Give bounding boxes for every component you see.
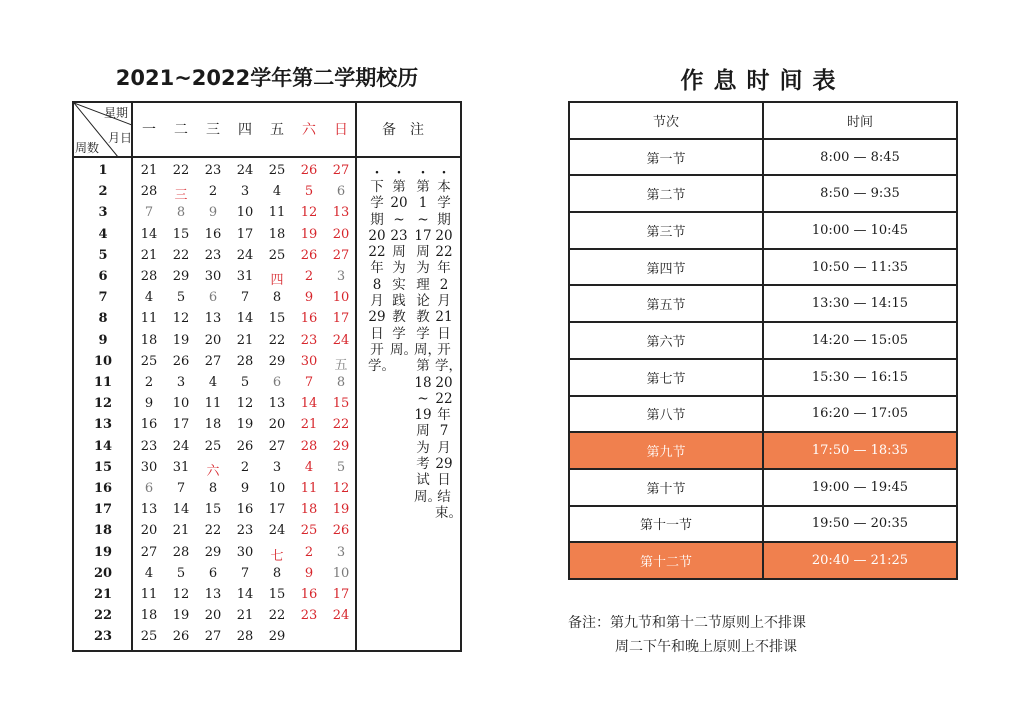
- week-number: 8: [98, 311, 108, 327]
- calendar-day-cell: 26: [236, 438, 254, 454]
- calendar-day-cell: 29: [332, 438, 350, 454]
- calendar-day-cell: 16: [204, 226, 222, 242]
- calendar-day-cell: 27: [140, 544, 158, 560]
- calendar-day-cell: 14: [172, 502, 190, 518]
- calendar-day-cell: 24: [332, 608, 350, 624]
- calendar-day-cell: 20: [204, 608, 222, 624]
- calendar-day-cell: 30: [204, 269, 222, 284]
- calendar-day-cell: 21: [140, 163, 158, 178]
- calendar-day-cell: 六: [206, 463, 220, 479]
- calendar-day-cell: 15: [204, 502, 222, 518]
- schedule-row: [569, 175, 957, 212]
- period-cell: 第十节: [569, 469, 763, 506]
- calendar-day-cell: 18: [204, 417, 222, 433]
- calendar-day-cell: 25: [300, 523, 318, 539]
- calendar-day-cell: 22: [172, 247, 190, 263]
- calendar-day-cell: 15: [332, 396, 350, 412]
- calendar-day-cell: 13: [204, 311, 222, 327]
- period-cell: 第七节: [569, 359, 763, 396]
- period-cell: 第十一节: [569, 506, 763, 543]
- calendar-day-cell: 16: [300, 311, 318, 327]
- calendar-day-cell: 6: [272, 375, 282, 390]
- calendar-day-cell: 21: [172, 523, 190, 539]
- schedule-row: [569, 249, 957, 286]
- calendar-day-cell: 6: [336, 184, 346, 200]
- calendar-day-cell: 20: [140, 523, 158, 539]
- schedule-header-row: [569, 102, 957, 139]
- calendar-day-cell: 25: [268, 163, 286, 178]
- calendar-day-cell: 三: [174, 188, 188, 204]
- schedule-remark-line2: 周二下午和晚上原则上不排课: [615, 639, 797, 655]
- schedule-row: [569, 359, 957, 396]
- week-number: 2: [98, 184, 108, 200]
- calendar-day-cell: 6: [208, 290, 218, 306]
- calendar-day-cell: 17: [268, 502, 286, 518]
- calendar-day-cell: 26: [332, 523, 350, 539]
- calendar-day-cell: 5: [176, 290, 186, 306]
- calendar-day-cell: 21: [300, 417, 318, 433]
- calendar-day-cell: 23: [204, 247, 222, 263]
- calendar-day-cell: 8: [208, 481, 218, 496]
- calendar-day-cell: 17: [172, 417, 190, 433]
- schedule-row: [569, 212, 957, 249]
- time-cell: 15:30 — 16:15: [763, 359, 957, 396]
- time-header: 时间: [763, 102, 957, 139]
- calendar-day-cell: 22: [268, 608, 286, 624]
- calendar-day-cell: 五: [334, 357, 348, 373]
- calendar-day-cell: 12: [172, 587, 190, 602]
- calendar-day-cell: 29: [268, 353, 286, 369]
- calendar-day-cell: 2: [144, 375, 154, 390]
- calendar-day-cell: 24: [268, 523, 286, 539]
- weekday-header-3: 三: [206, 122, 220, 138]
- calendar-day-cell: 3: [336, 269, 346, 284]
- calendar-day-cell: 3: [240, 184, 250, 200]
- calendar-day-cell: 9: [240, 481, 250, 496]
- calendar-day-cell: 5: [304, 184, 314, 200]
- calendar-day-cell: 7: [304, 375, 314, 390]
- calendar-day-cell: 27: [204, 629, 222, 645]
- calendar-day-cell: 9: [208, 205, 218, 221]
- week-number: 20: [93, 565, 113, 581]
- calendar-day-cell: 12: [300, 205, 318, 221]
- calendar-day-cell: 26: [300, 163, 318, 178]
- corner-weekday-label: 星期: [104, 106, 129, 120]
- calendar-day-cell: 4: [208, 375, 218, 390]
- week-number: 6: [98, 269, 108, 284]
- calendar-day-cell: 19: [236, 417, 254, 433]
- school-calendar-table: [72, 101, 462, 652]
- period-cell: 第二节: [569, 175, 763, 212]
- calendar-day-cell: 15: [268, 311, 286, 327]
- calendar-day-cell: 29: [172, 269, 190, 284]
- calendar-day-cell: 22: [172, 163, 190, 178]
- bullet-icon: ·: [374, 165, 380, 181]
- calendar-title: 2021~2022学年第二学期校历: [115, 66, 419, 90]
- calendar-day-cell: 18: [140, 332, 158, 348]
- calendar-day-cell: 20: [204, 332, 222, 348]
- calendar-day-cell: 31: [236, 269, 254, 284]
- calendar-day-cell: 5: [176, 565, 186, 581]
- time-cell: 13:30 — 14:15: [763, 285, 957, 322]
- calendar-day-cell: 15: [268, 587, 286, 602]
- week-number: 1: [98, 163, 108, 178]
- calendar-day-cell: 18: [140, 608, 158, 624]
- week-number: 5: [98, 247, 108, 263]
- weekday-header-7: 日: [334, 122, 348, 138]
- calendar-day-cell: 25: [268, 247, 286, 263]
- schedule-row: [569, 322, 957, 359]
- calendar-day-cell: 11: [204, 396, 222, 412]
- calendar-day-cell: 12: [172, 311, 190, 327]
- calendar-day-cell: 28: [140, 269, 158, 284]
- period-cell: 第十二节: [569, 542, 763, 579]
- calendar-day-cell: 9: [304, 565, 314, 581]
- calendar-day-cell: 28: [236, 629, 254, 645]
- calendar-day-cell: 8: [336, 375, 346, 390]
- calendar-day-cell: 3: [336, 544, 346, 560]
- calendar-day-cell: 19: [300, 226, 318, 242]
- schedule-row: [569, 432, 957, 469]
- calendar-day-cell: 27: [332, 163, 350, 178]
- calendar-day-cell: 14: [236, 587, 254, 602]
- calendar-day-cell: 28: [172, 544, 190, 560]
- calendar-day-cell: 4: [304, 459, 314, 475]
- calendar-day-cell: 24: [236, 247, 254, 263]
- calendar-day-cell: 23: [300, 608, 318, 624]
- calendar-day-cell: 7: [240, 290, 250, 306]
- calendar-day-cell: 16: [300, 587, 318, 602]
- calendar-day-cell: 4: [144, 565, 154, 581]
- calendar-day-cell: 29: [204, 544, 222, 560]
- calendar-day-cell: 8: [272, 565, 282, 581]
- calendar-note-text: 第20~23周为实践教学周。: [390, 179, 417, 358]
- calendar-day-cell: 11: [140, 311, 158, 327]
- calendar-day-cell: 17: [236, 226, 254, 242]
- calendar-day-cell: 23: [300, 332, 318, 348]
- calendar-day-cell: 2: [304, 269, 314, 284]
- weekday-header-2: 二: [174, 122, 188, 138]
- week-number: 3: [98, 205, 108, 221]
- calendar-day-cell: 13: [204, 587, 222, 602]
- calendar-day-cell: 6: [208, 565, 218, 581]
- week-number: 7: [98, 290, 108, 306]
- week-number: 14: [93, 438, 113, 454]
- calendar-day-cell: 13: [268, 396, 286, 412]
- calendar-day-cell: 19: [332, 502, 350, 518]
- calendar-day-cell: 9: [144, 396, 154, 412]
- bullet-icon: ·: [441, 165, 447, 181]
- calendar-day-cell: 13: [332, 205, 350, 221]
- week-number: 15: [93, 459, 113, 475]
- week-number: 4: [98, 226, 108, 242]
- calendar-day-cell: 5: [336, 459, 346, 475]
- calendar-day-cell: 14: [300, 396, 318, 412]
- calendar-day-cell: 7: [240, 565, 250, 581]
- calendar-day-cell: 10: [268, 481, 286, 496]
- calendar-day-cell: 28: [140, 184, 158, 200]
- time-cell: 10:00 — 10:45: [763, 212, 957, 249]
- time-cell: 19:00 — 19:45: [763, 469, 957, 506]
- calendar-day-cell: 四: [270, 273, 284, 288]
- calendar-day-cell: 21: [140, 247, 158, 263]
- schedule-row: [569, 469, 957, 506]
- calendar-day-cell: 14: [140, 226, 158, 242]
- calendar-day-cell: 18: [300, 502, 318, 518]
- calendar-day-cell: 19: [172, 332, 190, 348]
- calendar-day-cell: 9: [304, 290, 314, 306]
- calendar-day-cell: 16: [236, 502, 254, 518]
- period-cell: 第九节: [569, 432, 763, 469]
- week-number: 19: [93, 544, 113, 560]
- calendar-day-cell: 5: [240, 375, 250, 390]
- calendar-day-cell: 7: [144, 205, 154, 221]
- calendar-day-cell: 2: [240, 459, 250, 475]
- week-number: 13: [93, 417, 113, 433]
- calendar-day-cell: 3: [272, 459, 282, 475]
- schedule-row: [569, 396, 957, 433]
- calendar-day-cell: 23: [140, 438, 158, 454]
- schedule-remark-line1: 备注：第九节和第十二节原则上不排课: [568, 615, 806, 631]
- calendar-note: [414, 165, 441, 505]
- calendar-day-cell: 2: [304, 544, 314, 560]
- time-cell: 20:40 — 21:25: [763, 542, 957, 579]
- calendar-note-text: 本学期2022年2月21日开学，2022年7月29日结束。: [435, 179, 462, 521]
- period-cell: 第五节: [569, 285, 763, 322]
- calendar-note: [368, 165, 395, 375]
- calendar-day-cell: 12: [236, 396, 254, 412]
- time-cell: 8:50 — 9:35: [763, 175, 957, 212]
- calendar-day-cell: 8: [176, 205, 186, 221]
- calendar-day-cell: 17: [332, 311, 350, 327]
- calendar-note: [390, 165, 417, 358]
- calendar-day-cell: 12: [332, 481, 350, 496]
- calendar-day-cell: 11: [300, 481, 318, 496]
- calendar-day-cell: 20: [268, 417, 286, 433]
- weekday-header-1: 一: [142, 122, 156, 138]
- week-number: 18: [93, 523, 113, 539]
- calendar-day-cell: 23: [204, 163, 222, 178]
- week-number: 17: [93, 502, 113, 518]
- calendar-day-cell: 22: [332, 417, 350, 433]
- calendar-day-cell: 14: [236, 311, 254, 327]
- calendar-day-cell: 27: [332, 247, 350, 263]
- calendar-day-cell: 23: [236, 523, 254, 539]
- calendar-day-cell: 16: [140, 417, 158, 433]
- calendar-day-cell: 10: [332, 565, 350, 581]
- notes-header: 备注: [382, 122, 438, 138]
- corner-week-label: 周数: [75, 141, 100, 155]
- calendar-day-cell: 11: [140, 587, 158, 602]
- calendar-day-cell: 24: [172, 438, 190, 454]
- calendar-day-cell: 3: [176, 375, 186, 390]
- calendar-day-cell: 20: [332, 226, 350, 242]
- period-cell: 第八节: [569, 396, 763, 433]
- week-number: 22: [93, 608, 113, 624]
- schedule-row: [569, 542, 957, 579]
- period-cell: 第一节: [569, 139, 763, 176]
- calendar-day-cell: 8: [272, 290, 282, 306]
- time-cell: 10:50 — 11:35: [763, 249, 957, 286]
- schedule-table: [568, 101, 958, 580]
- calendar-day-cell: 13: [140, 502, 158, 518]
- week-number: 12: [93, 396, 113, 412]
- calendar-day-cell: 24: [236, 163, 254, 178]
- schedule-row: [569, 285, 957, 322]
- week-number: 10: [93, 353, 113, 369]
- calendar-day-cell: 21: [236, 608, 254, 624]
- week-number: 11: [93, 375, 113, 390]
- calendar-day-cell: 30: [140, 459, 158, 475]
- period-cell: 第六节: [569, 322, 763, 359]
- calendar-day-cell: 18: [268, 226, 286, 242]
- calendar-note-text: 第1~17周为理论教学周，第18~19周为考试周。: [414, 179, 441, 505]
- schedule-row: [569, 506, 957, 543]
- calendar-day-cell: 30: [300, 353, 318, 369]
- calendar-day-cell: 2: [208, 184, 218, 200]
- calendar-day-cell: 27: [268, 438, 286, 454]
- weekday-header-5: 五: [270, 122, 284, 138]
- calendar-day-cell: 25: [140, 629, 158, 645]
- week-number: 16: [93, 481, 113, 496]
- schedule-title: 作息时间表: [680, 68, 846, 94]
- calendar-day-cell: 30: [236, 544, 254, 560]
- time-cell: 14:20 — 15:05: [763, 322, 957, 359]
- calendar-day-cell: 25: [140, 353, 158, 369]
- bullet-icon: ·: [396, 165, 402, 181]
- calendar-day-cell: 29: [268, 629, 286, 645]
- time-cell: 8:00 — 8:45: [763, 139, 957, 176]
- calendar-day-cell: 7: [176, 481, 186, 496]
- calendar-day-cell: 15: [172, 226, 190, 242]
- corner-date-label: 月日: [108, 131, 133, 145]
- period-cell: 第四节: [569, 249, 763, 286]
- time-cell: 17:50 — 18:35: [763, 432, 957, 469]
- calendar-day-cell: 21: [236, 332, 254, 348]
- calendar-day-cell: 17: [332, 587, 350, 602]
- weekday-header-6: 六: [302, 122, 316, 138]
- weekday-header-4: 四: [238, 122, 252, 138]
- calendar-day-cell: 28: [236, 353, 254, 369]
- bullet-icon: ·: [420, 165, 426, 181]
- calendar-day-cell: 22: [204, 523, 222, 539]
- calendar-day-cell: 七: [270, 548, 284, 564]
- week-number: 23: [93, 629, 113, 645]
- time-cell: 16:20 — 17:05: [763, 396, 957, 433]
- calendar-day-cell: 11: [268, 205, 286, 221]
- calendar-day-cell: 27: [204, 353, 222, 369]
- week-number: 21: [93, 587, 113, 602]
- calendar-day-cell: 4: [272, 184, 282, 200]
- week-number: 9: [98, 332, 108, 348]
- calendar-day-cell: 25: [204, 438, 222, 454]
- calendar-day-cell: 31: [172, 459, 190, 475]
- calendar-day-cell: 10: [236, 205, 254, 221]
- calendar-day-cell: 4: [144, 290, 154, 306]
- calendar-day-cell: 26: [172, 353, 190, 369]
- calendar-day-cell: 26: [172, 629, 190, 645]
- calendar-day-cell: 19: [172, 608, 190, 624]
- period-header: 节次: [569, 102, 763, 139]
- calendar-day-cell: 28: [300, 438, 318, 454]
- calendar-day-cell: 26: [300, 247, 318, 263]
- period-cell: 第三节: [569, 212, 763, 249]
- calendar-day-cell: 22: [268, 332, 286, 348]
- calendar-day-cell: 10: [332, 290, 350, 306]
- time-cell: 19:50 — 20:35: [763, 506, 957, 543]
- calendar-note-text: 下学期2022年8月29日开学。: [368, 179, 395, 375]
- calendar-day-cell: 24: [332, 332, 350, 348]
- calendar-day-cell: 10: [172, 396, 190, 412]
- calendar-day-cell: 6: [144, 481, 154, 496]
- schedule-row: [569, 139, 957, 176]
